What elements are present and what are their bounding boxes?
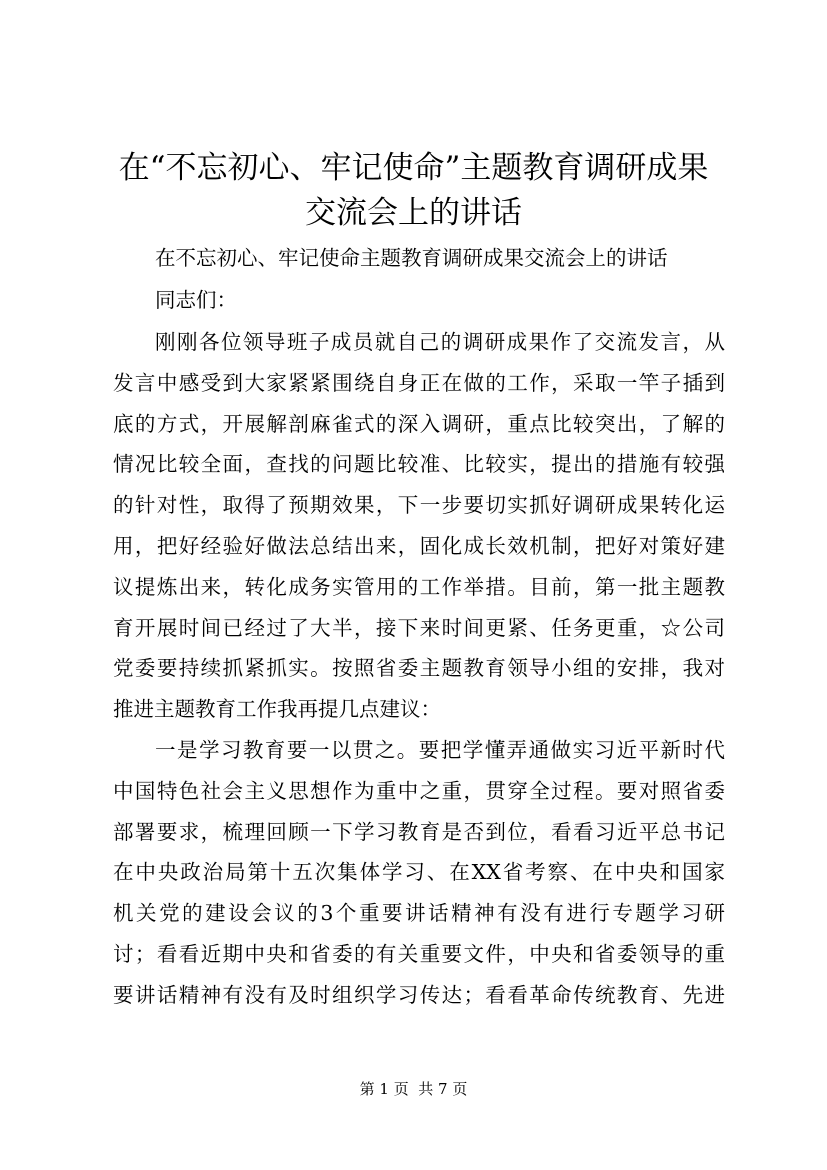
document-title-line-1: 在“不忘初心、牢记使命”主题教育调研成果 [118,150,709,186]
paragraph-line: 的针对性，取得了预期效果，下一步要切实抓好调研成果转化运 [113,493,725,517]
paragraph-line: 情况比较全面，查找的问题比较准、比较实，提出的措施有较强 [113,452,725,476]
salutation: 同志们： [155,288,237,312]
paragraph-line: 用，把好经验好做法总结出来，固化成长效机制，把好对策好建 [113,534,725,558]
document-subtitle: 在不忘初心、牢记使命主题教育调研成果交流会上的讲话 [155,246,668,270]
paragraph-line: 底的方式，开展解剖麻雀式的深入调研，重点比较突出，了解的 [113,412,725,436]
paragraph-line: 发言中感受到大家紧紧围绕自身正在做的工作，采取一竿子插到 [113,371,725,395]
paragraph-line: 在中央政治局第十五次集体学习、在XX省考察、在中央和国家 [113,860,725,884]
page-number-footer: 第 1 页 共 7 页 [359,1080,468,1098]
paragraph-line: 育开展时间已经过了大半，接下来时间更紧、任务更重，☆公司 [113,616,725,640]
paragraph-line: 刚刚各位领导班子成员就自己的调研成果作了交流发言，从 [155,330,725,354]
paragraph-line: 一是学习教育要一以贯之。要把学懂弄通做实习近平新时代 [155,738,725,762]
paragraph-line: 讨；看看近期中央和省委的有关重要文件，中央和省委领导的重 [113,942,725,966]
paragraph-line: 要讲话精神有没有及时组织学习传达；看看革命传统教育、先进 [113,983,725,1007]
paragraph-line: 机关党的建设会议的3个重要讲话精神有没有进行专题学习研 [113,901,725,925]
document-title-line-2: 交流会上的讲话 [305,195,522,231]
paragraph-line: 推进主题教育工作我再提几点建议： [113,697,441,721]
paragraph-line: 部署要求，梳理回顾一下学习教育是否到位，看看习近平总书记 [113,820,725,844]
paragraph-line: 党委要持续抓紧抓实。按照省委主题教育领导小组的安排，我对 [113,656,725,680]
paragraph-line: 议提炼出来，转化成务实管用的工作举措。目前，第一批主题教 [113,575,725,599]
paragraph-line: 中国特色社会主义思想作为重中之重，贯穿全过程。要对照省委 [113,779,725,803]
